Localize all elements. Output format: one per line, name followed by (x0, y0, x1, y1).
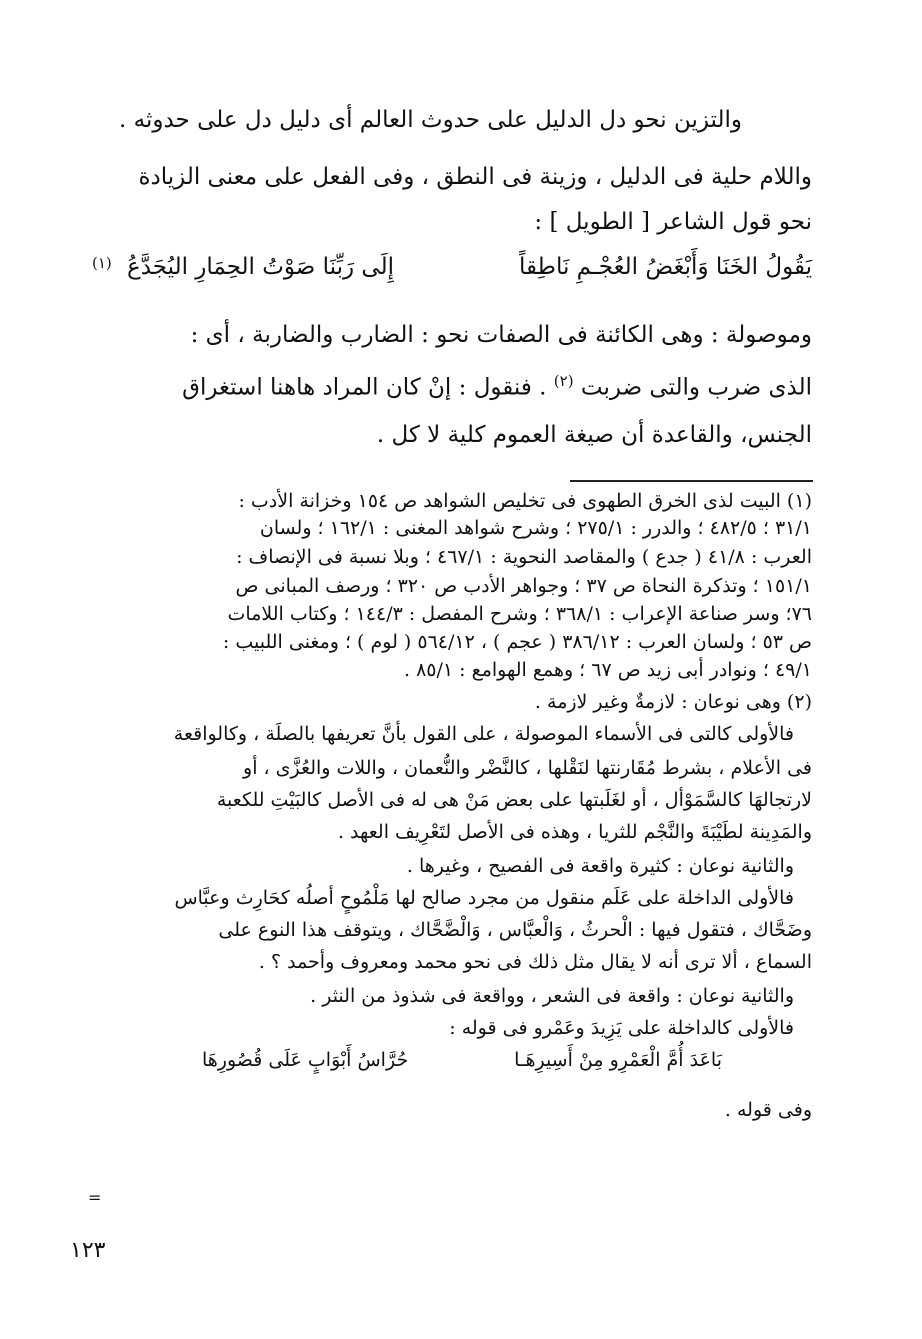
footnote-marker: (١) (92, 254, 112, 272)
footnote-line: والمَدِينة لطَيْبَةَ والنَّجْم للثريا ، وهذه فى الأصل لتَعْرِيف العهد . (337, 821, 812, 843)
verse-hemistich-right: بَاعَدَ أُمَّ الْعَمْرِو مِنْ أَسِيرِهَـا (514, 1049, 722, 1071)
footnote-line: فالأولى الداخلة على عَلَم منقول من مجرد صالح لها مَلْمُوحٍ أصلُه كحَارِث وعبَّاس (174, 887, 794, 909)
verse-line (92, 252, 812, 292)
footnote-line: ص ٥٣ ؛ ولسان العرب : ٣٨٦/١٢ ( عجم ) ، ٥٦٤/١٢ ( لوم ) ؛ ومغنى اللبيب : (222, 631, 812, 653)
footnote-line: والثانية نوعان : واقعة فى الشعر ، وواقعة فى شذوذ من النثر . (310, 985, 794, 1007)
main-line: الجنس، والقاعدة أن صيغة العموم كلية لا كل . (376, 422, 812, 448)
footnote-line: ٧٦؛ وسر صناعة الإعراب : ٣٦٨/١ ؛ وشرح المفصل : ١٤٤/٣ ؛ وكتاب اللامات (227, 603, 812, 625)
footnote-line: السماع ، ألا ترى أنه لا يقال مثل ذلك فى نحو محمد ومعروف وأحمد ؟ . (258, 951, 812, 973)
footnote-line: وفى قوله . (724, 1099, 812, 1121)
verse-hemistich-left: حُرَّاسُ أَبْوَابٍ عَلَى قُصُورِهَا (202, 1049, 409, 1071)
footnote-line: وضَحَّاك ، فتقول فيها : الْحرثُ ، وَالْعبَّاس ، وَالْضَّحَّاك ، ويتوقف هذا النوع على (218, 919, 812, 941)
main-line: نحو قول الشاعر [ الطويل ] : (534, 209, 812, 235)
footnote-line: والثانية نوعان : كثيرة واقعة فى الفصيح ، وغيرها . (406, 855, 794, 877)
continuation-mark: = (88, 1188, 102, 1207)
footnote-line: فالأولى كالتى فى الأسماء الموصولة ، على القول بأنَّ تعريفها بالصلَة ، وكالواقعة (173, 723, 794, 745)
verse-hemistich-left: إِلَى رَبِّنَا صَوْتُ الحِمَارِ اليُجَدَّعُ (127, 254, 394, 280)
main-line: واللام حلية فى الدليل ، وزينة فى النطق ، وفى الفعل على معنى الزيادة (138, 164, 812, 190)
verse-hemistich-right: يَقُولُ الخَنَا وَأَبْغَضُ العُجْـمِ نَاطِقاً (519, 254, 812, 280)
footnote-line: ٣١/١ ؛ ٤٨٢/٥ ؛ والدرر : ٢٧٥/١ ؛ وشرح شواهد المغنى : ١٦٢/١ ؛ ولسان (259, 517, 812, 539)
footnote-line: فى الأعلام ، بشرط مُقَارنتها لنَقْلها ، كالنَّضْر والنُّعمان ، واللات والعُزَّى ، أو (243, 757, 812, 779)
main-line (182, 366, 812, 403)
main-line-part: الذى ضرب والتى ضربت (580, 374, 812, 401)
main-line: وموصولة : وهى الكائنة فى الصفات نحو : الضارب والضاربة ، أى : (190, 322, 812, 348)
footnote-line: العرب : ٤١/٨ ( جدع ) والمقاصد النحوية : ٤٦٧/١ ؛ وبلا نسبة فى الإنصاف : (236, 546, 812, 568)
main-line: والتزين نحو دل الدليل على حدوث العالم أى دليل دل على حدوثه . (119, 107, 742, 133)
footnote-marker: (٢) (553, 372, 574, 390)
main-line-part: . فنقول : إنْ كان المراد هاهنا استغراق (182, 374, 547, 401)
footnote-line: ١٥١/١ ؛ وتذكرة النحاة ص ٣٧ ؛ وجواهر الأدب ص ٣٢٠ ؛ ورصف المبانى ص (235, 575, 812, 597)
footnote-line: لارتجالهَا كالسَّمَوْأل ، أو لغَلَبتها على بعض مَنْ هى له فى الأصل كالبَيْتِ للكعبة (216, 789, 812, 811)
footnote-verse (202, 1048, 722, 1078)
footnote-line: (١) البيت لذى الخرق الطهوى فى تخليص الشواهد ص ١٥٤ وخزانة الأدب : (238, 490, 812, 512)
footnote-separator (570, 480, 813, 482)
footnote-line: فالأولى كالداخلة على يَزِيدَ وعَمْرو فى قوله : (449, 1017, 794, 1039)
footnote-line: (٢) وهى نوعان : لازمةٌ وغير لازمة . (534, 691, 812, 713)
footnote-line: ٤٩/١ ؛ ونوادر أبى زيد ص ٦٧ ؛ وهمع الهوامع : ٨٥/١ . (404, 659, 812, 681)
page-number: ١٢٣ (70, 1238, 106, 1263)
